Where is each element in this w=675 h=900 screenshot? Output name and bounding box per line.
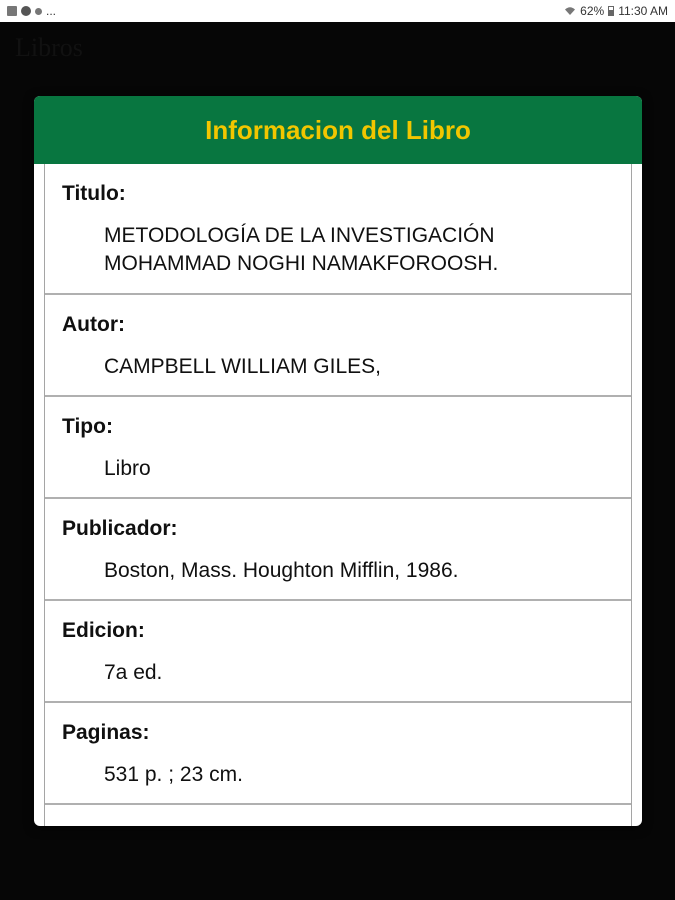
app-title: Libros <box>15 33 83 62</box>
field-label-edicion: Edicion: <box>62 619 145 642</box>
vpn-icon <box>21 6 31 16</box>
notification-dot-icon <box>35 8 42 15</box>
status-overflow-text: ... <box>46 4 57 18</box>
field-value-tipo: Libro <box>104 457 151 480</box>
field-label-autor: Autor: <box>62 313 125 336</box>
titulo-line-2: MOHAMMAD NOGHI NAMAKFOROOSH. <box>104 252 499 275</box>
field-value-publicador: Boston, Mass. Houghton Mifflin, 1986. <box>104 559 459 582</box>
dialog-body[interactable] <box>44 164 632 826</box>
field-value-autor: CAMPBELL WILLIAM GILES, <box>104 355 381 378</box>
field-label-titulo: Titulo: <box>62 182 126 205</box>
battery-percent: 62% <box>580 4 605 18</box>
field-value-paginas: 531 p. ; 23 cm. <box>104 763 243 786</box>
titulo-line-1: METODOLOGÍA DE LA INVESTIGACIÓN <box>104 224 495 247</box>
status-right <box>564 4 668 18</box>
field-tipo <box>45 397 631 499</box>
field-label-paginas: Paginas: <box>62 721 150 744</box>
field-value-edicion: 7a ed. <box>104 661 163 684</box>
dialog-title: Informacion del Libro <box>205 114 471 145</box>
field-label-tipo: Tipo: <box>62 415 113 438</box>
field-paginas <box>45 703 631 805</box>
wifi-icon <box>564 6 576 16</box>
field-titulo <box>45 164 631 295</box>
clock: 11:30 AM <box>618 4 668 18</box>
image-icon <box>7 6 17 16</box>
field-autor <box>45 295 631 397</box>
status-left <box>7 4 56 18</box>
battery-icon <box>608 6 614 16</box>
book-info-dialog <box>34 96 642 826</box>
field-publicador <box>45 499 631 601</box>
status-bar <box>0 0 675 22</box>
field-label-publicador: Publicador: <box>62 517 178 540</box>
dialog-header <box>34 96 642 164</box>
field-edicion <box>45 601 631 703</box>
field-value-titulo <box>104 222 631 278</box>
